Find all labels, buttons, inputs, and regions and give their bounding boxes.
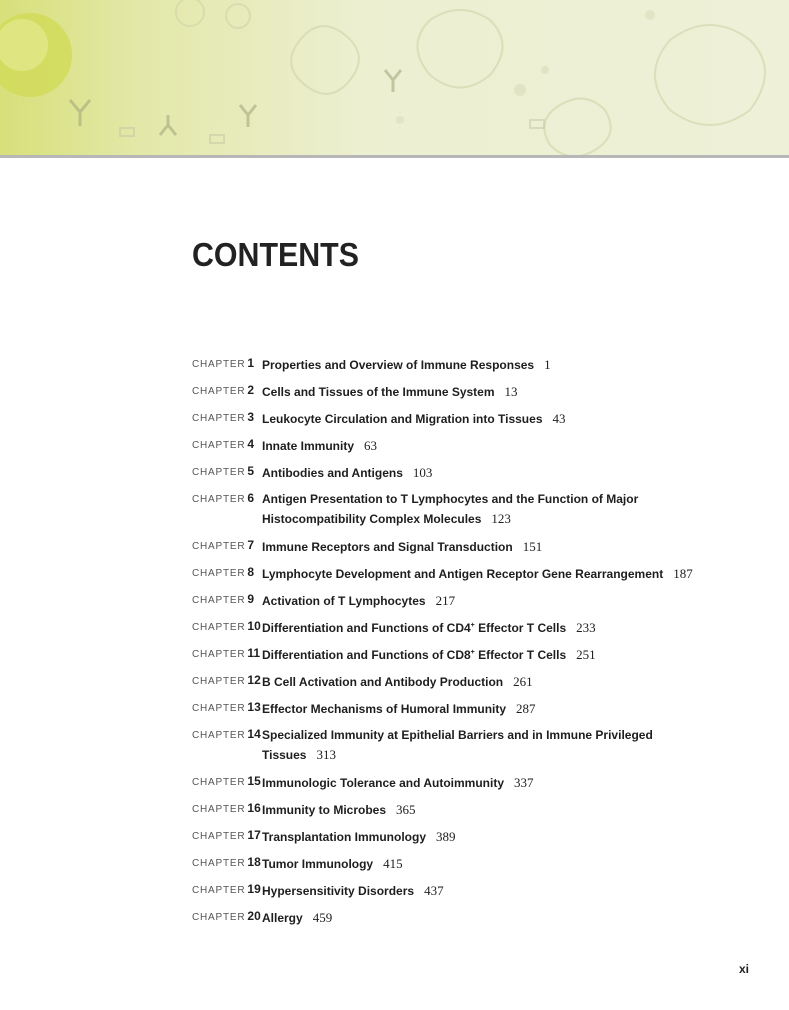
chapter-prefix: CHAPTER (192, 804, 246, 815)
chapter-title[interactable] (262, 537, 702, 557)
chapter-title[interactable] (262, 699, 702, 719)
chapter-title[interactable] (262, 591, 702, 611)
chapter-label (192, 673, 261, 687)
chapter-title-text: Immunity to Microbes (262, 803, 387, 817)
chapter-number: 10 (247, 619, 261, 633)
chapter-label (192, 727, 261, 741)
chapter-prefix: CHAPTER (192, 595, 246, 606)
page-title: CONTENTS (192, 236, 359, 273)
chapter-label (192, 491, 254, 505)
chapter-title[interactable] (262, 726, 702, 765)
chapter-page-number: 43 (552, 411, 566, 426)
chapter-title-text: Lymphocyte Development and Antigen Receptor Gene Rearrangement (262, 567, 664, 581)
chapter-number: 7 (247, 538, 255, 552)
chapter-label (192, 538, 254, 552)
chapter-page-number: 287 (516, 701, 536, 716)
chapter-title-text: Properties and Overview of Immune Responses (262, 358, 535, 372)
chapter-title-text: Transplantation Immunology (262, 830, 427, 844)
chapter-label (192, 801, 261, 815)
chapter-page-number: 233 (576, 620, 596, 635)
chapter-prefix: CHAPTER (192, 912, 246, 923)
chapter-prefix: CHAPTER (192, 649, 246, 660)
chapter-page-number: 261 (513, 674, 533, 689)
chapter-title[interactable] (262, 409, 702, 429)
chapter-number: 6 (247, 491, 255, 505)
chapter-number: 5 (247, 464, 255, 478)
chapter-prefix: CHAPTER (192, 777, 246, 788)
chapter-number: 14 (247, 727, 261, 741)
immune-cells-illustration-icon (0, 0, 789, 157)
chapter-prefix: CHAPTER (192, 858, 246, 869)
chapter-title[interactable] (262, 355, 702, 375)
chapter-page-number: 1 (544, 357, 551, 372)
chapter-page-number: 459 (312, 910, 333, 925)
chapter-label (192, 437, 254, 451)
chapter-prefix: CHAPTER (192, 730, 246, 741)
superscript-plus: + (470, 622, 475, 629)
chapter-page-number: 337 (514, 775, 534, 790)
chapter-number: 13 (247, 700, 261, 714)
chapter-title-text-rest: Effector T Cells (474, 648, 567, 662)
chapter-prefix: CHAPTER (192, 413, 246, 424)
chapter-page-number: 313 (316, 747, 336, 762)
chapter-page-number: 187 (673, 566, 693, 581)
chapter-label (192, 383, 254, 397)
chapter-title-text-rest: Effector T Cells (474, 621, 567, 635)
chapter-number: 12 (247, 673, 261, 687)
chapter-title-text: Activation of T Lymphocytes (262, 594, 426, 608)
chapter-title[interactable] (262, 564, 702, 584)
chapter-label (192, 565, 254, 579)
chapter-title[interactable] (262, 490, 702, 529)
chapter-title-text: Allergy (262, 911, 303, 925)
chapter-page-number: 123 (491, 511, 511, 526)
chapter-title-line2: Tissues (262, 748, 307, 762)
chapter-label (192, 700, 261, 714)
chapter-number: 2 (247, 383, 255, 397)
chapter-label (192, 774, 261, 788)
chapter-title[interactable] (262, 827, 702, 847)
chapter-label (192, 882, 261, 896)
chapter-title-text: Immune Receptors and Signal Transduction (262, 540, 513, 554)
chapter-label (192, 592, 254, 606)
chapter-prefix: CHAPTER (192, 440, 246, 451)
chapter-prefix: CHAPTER (192, 885, 246, 896)
chapter-title[interactable] (262, 800, 702, 820)
chapter-page-number: 389 (436, 829, 456, 844)
chapter-page-number: 103 (412, 465, 433, 480)
chapter-page-number: 13 (504, 384, 518, 399)
chapter-title-text: B Cell Activation and Antibody Production (262, 675, 504, 689)
chapter-title-text: Leukocyte Circulation and Migration into Tissues (262, 412, 543, 426)
chapter-title[interactable] (262, 881, 702, 901)
chapter-number: 16 (247, 801, 261, 815)
header-banner (0, 0, 789, 157)
chapter-prefix: CHAPTER (192, 568, 246, 579)
chapter-title-text: Hypersensitivity Disorders (262, 884, 415, 898)
chapter-number: 20 (247, 909, 261, 923)
chapter-number: 11 (247, 646, 261, 660)
chapter-title[interactable] (262, 463, 702, 483)
chapter-page-number: 415 (383, 856, 403, 871)
chapter-title[interactable] (262, 854, 702, 874)
chapter-title-text: Immunologic Tolerance and Autoimmunity (262, 776, 505, 790)
chapter-title[interactable] (262, 672, 702, 692)
chapter-title-text: Specialized Immunity at Epithelial Barriers and in Immune Privileged (262, 728, 653, 742)
chapter-title-text: Antigen Presentation to T Lymphocytes and the Function of Major (262, 492, 639, 506)
chapter-prefix: CHAPTER (192, 676, 246, 687)
chapter-title-text: Antibodies and Antigens (262, 466, 403, 480)
chapter-title[interactable] (262, 382, 702, 402)
chapter-page-number: 437 (424, 883, 444, 898)
chapter-label (192, 356, 254, 370)
banner-divider (0, 155, 789, 158)
chapter-number: 9 (247, 592, 255, 606)
chapter-number: 8 (247, 565, 255, 579)
page-number: xi (739, 962, 750, 976)
chapter-prefix: CHAPTER (192, 386, 246, 397)
chapter-label (192, 855, 261, 869)
chapter-title-text: Differentiation and Functions of CD4 (262, 621, 471, 635)
chapter-number: 4 (247, 437, 255, 451)
chapter-page-number: 217 (435, 593, 456, 608)
chapter-number: 1 (247, 356, 255, 370)
chapter-title[interactable] (262, 645, 702, 665)
chapter-title[interactable] (262, 908, 702, 928)
chapter-title-text: Innate Immunity (262, 439, 355, 453)
superscript-plus: + (470, 649, 475, 656)
chapter-prefix: CHAPTER (192, 622, 246, 633)
chapter-prefix: CHAPTER (192, 703, 246, 714)
chapter-page-number: 251 (576, 647, 596, 662)
chapter-prefix: CHAPTER (192, 494, 246, 505)
chapter-title[interactable] (262, 436, 702, 456)
chapter-number: 3 (247, 410, 255, 424)
chapter-prefix: CHAPTER (192, 831, 246, 842)
chapter-title[interactable] (262, 773, 702, 793)
chapter-label (192, 646, 260, 660)
chapter-title[interactable] (262, 618, 702, 638)
chapter-label (192, 410, 254, 424)
chapter-page-number: 151 (522, 539, 543, 554)
chapter-label (192, 828, 261, 842)
chapter-page-number: 365 (396, 802, 416, 817)
chapter-label (192, 619, 261, 633)
chapter-label (192, 464, 254, 478)
chapter-title-text: Differentiation and Functions of CD8 (262, 648, 471, 662)
chapter-title-text: Tumor Immunology (262, 857, 374, 871)
chapter-title-text: Cells and Tissues of the Immune System (262, 385, 495, 399)
chapter-title-line2: Histocompatibility Complex Molecules (262, 512, 482, 526)
chapter-number: 15 (247, 774, 261, 788)
chapter-prefix: CHAPTER (192, 467, 246, 478)
chapter-number: 19 (247, 882, 261, 896)
chapter-label (192, 909, 261, 923)
chapter-number: 17 (247, 828, 261, 842)
chapter-prefix: CHAPTER (192, 541, 246, 552)
chapter-title-text: Effector Mechanisms of Humoral Immunity (262, 702, 507, 716)
chapter-page-number: 63 (364, 438, 378, 453)
chapter-prefix: CHAPTER (192, 359, 246, 370)
chapter-number: 18 (247, 855, 261, 869)
